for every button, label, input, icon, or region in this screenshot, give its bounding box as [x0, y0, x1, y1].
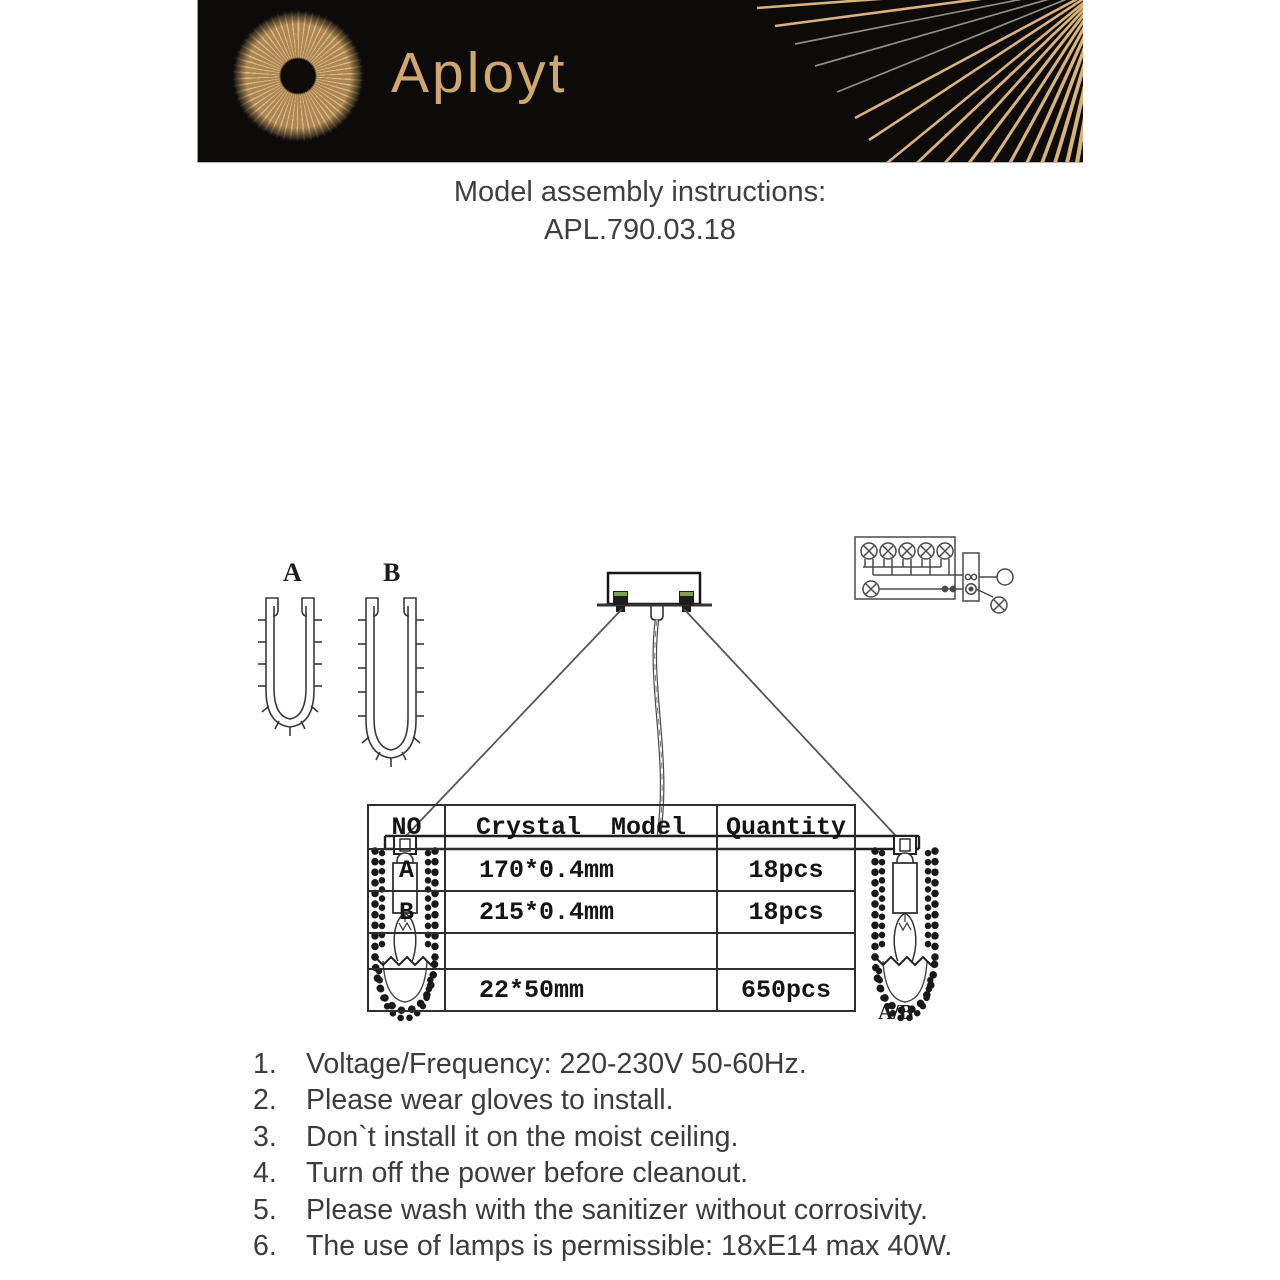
- crystal-a-label: A: [283, 558, 302, 587]
- cell-no: A: [368, 849, 445, 891]
- decorative-rays-icon: [197, 0, 1083, 163]
- table-row: [368, 933, 855, 969]
- instruction-item: [253, 1157, 1193, 1193]
- item-text: Turn off the power before cleanout.: [306, 1157, 749, 1190]
- item-text: Please wash with the sanitizer without corrosivity.: [306, 1193, 928, 1226]
- cell-qty: 18pcs: [717, 849, 855, 891]
- crystal-a-drawing: [252, 590, 328, 742]
- item-number: 1.: [253, 1048, 277, 1080]
- col-header-no: NO: [368, 805, 445, 849]
- model-number: APL.790.03.18: [544, 214, 736, 246]
- cell-model: 215*0.4mm: [445, 891, 717, 933]
- col-header-quantity: Quantity: [717, 805, 855, 849]
- wiring-diagram: [845, 517, 1040, 627]
- item-text: Voltage/Frequency: 220-230V 50-60Hz.: [306, 1048, 807, 1080]
- table-header-row: [368, 805, 855, 849]
- cell-qty: [717, 933, 855, 969]
- table-row: [368, 891, 855, 933]
- cell-qty: 18pcs: [717, 891, 855, 933]
- cell-qty: 650pcs: [717, 969, 855, 1011]
- item-number: 4.: [253, 1157, 277, 1190]
- brand-name: Aployt: [391, 41, 568, 105]
- item-number: 5.: [253, 1193, 277, 1226]
- item-number: 2.: [253, 1084, 277, 1117]
- instruction-item: [253, 1121, 1193, 1157]
- table-row: [368, 849, 855, 891]
- crystal-parts-table: [367, 804, 856, 1012]
- cell-no: [368, 933, 445, 969]
- instruction-item: [253, 1084, 1193, 1120]
- table-row: [368, 969, 855, 1011]
- col-header-model: Crystal Model: [445, 805, 717, 849]
- item-number: 6.: [253, 1229, 277, 1262]
- cell-model: 170*0.4mm: [445, 849, 717, 891]
- cell-no: [368, 969, 445, 1011]
- title-block: [0, 173, 1280, 249]
- fixture-ab-label: A/B: [878, 1000, 914, 1024]
- cell-model: 22*50mm: [445, 969, 717, 1011]
- instruction-item: [253, 1230, 1193, 1266]
- instruction-item: [253, 1048, 1193, 1084]
- instruction-item: [253, 1194, 1193, 1230]
- item-number: 3.: [253, 1120, 277, 1153]
- item-text: Please wear gloves to install.: [306, 1084, 674, 1117]
- item-text: The use of lamps is permissible: 18xE14 max 40W.: [306, 1229, 953, 1262]
- crystal-b-label: B: [383, 558, 401, 587]
- item-text: Don`t install it on the moist ceiling.: [306, 1120, 739, 1153]
- cell-no: B: [368, 891, 445, 933]
- page-title: Model assembly instructions:: [453, 176, 827, 208]
- instruction-list: [253, 1048, 1193, 1266]
- brand-banner: [197, 0, 1083, 163]
- cell-model: [445, 933, 717, 969]
